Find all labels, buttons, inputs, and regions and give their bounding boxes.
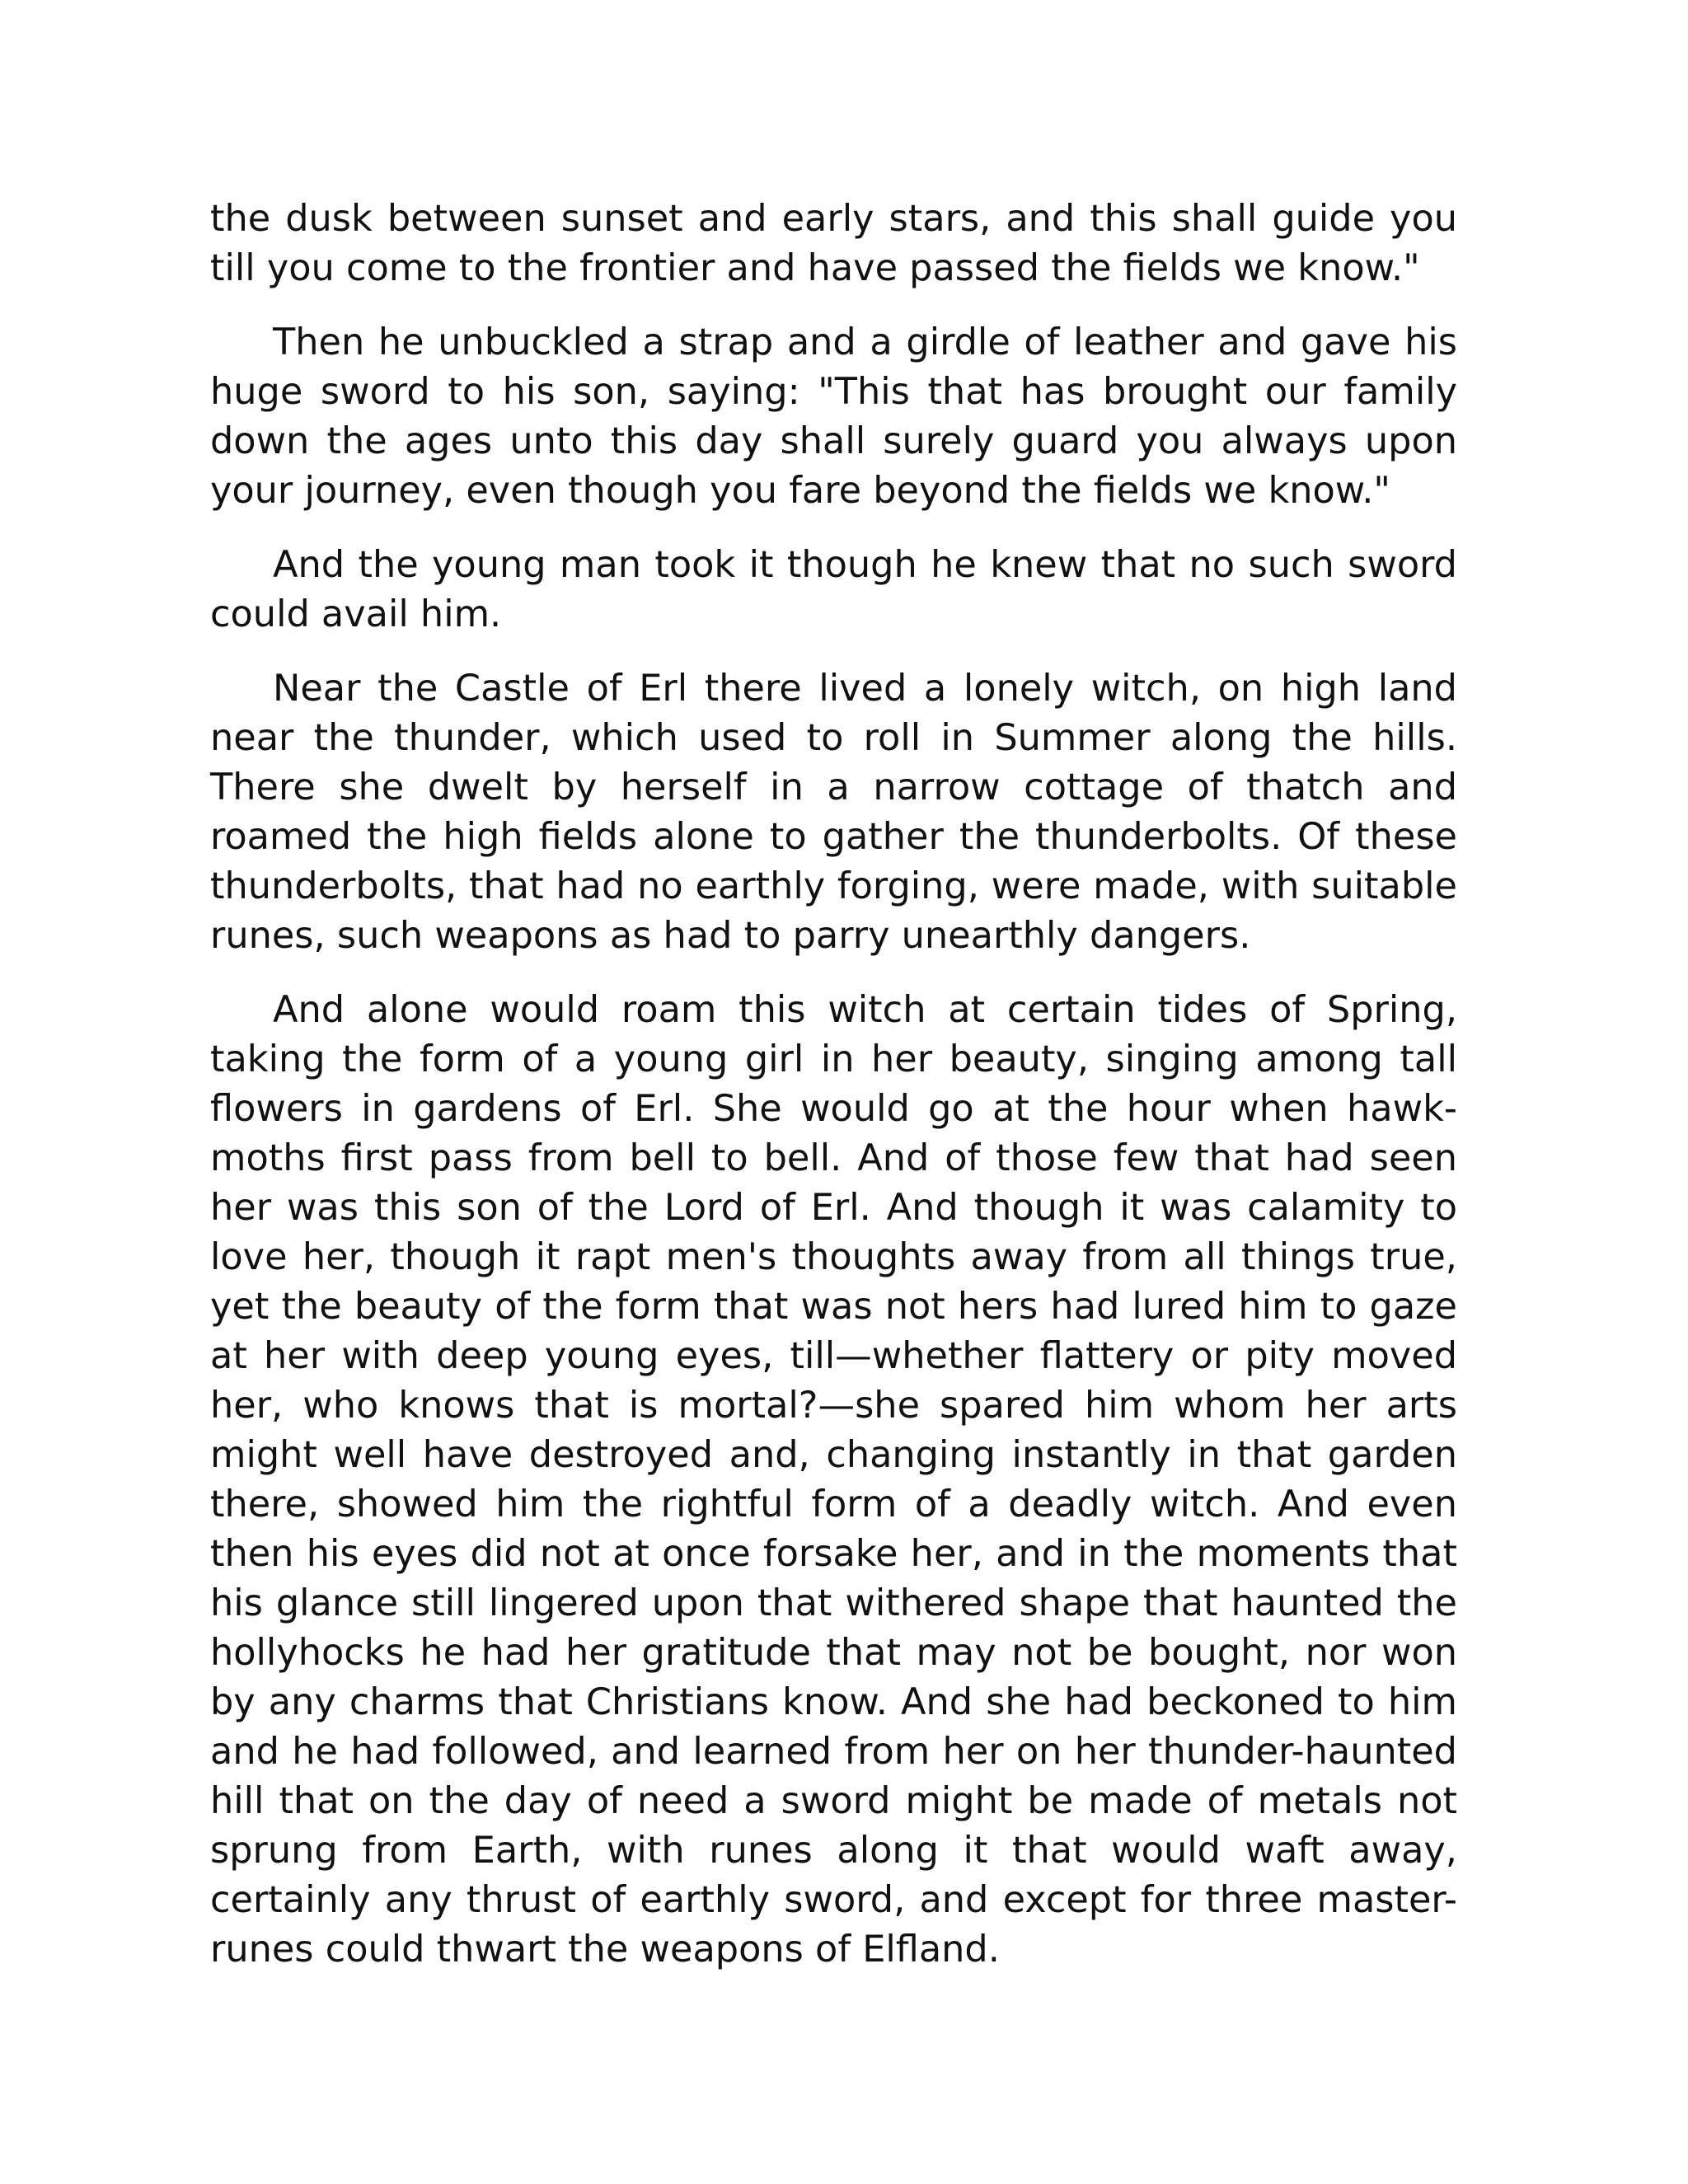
paragraph-continuation: the dusk between sunset and early stars, and this shall guide you till you come to the frontier and have passed the fields we know." <box>210 197 1457 289</box>
body-text <box>210 194 1457 1999</box>
paragraph-sword-gift: Then he unbuckled a strap and a girdle of leather and gave his huge sword to his son, saying: "This that has brought our family down the ages unto this day shall surely guard you always upon your journey, even though you fare beyond the fields we know." <box>210 321 1457 512</box>
paragraph-witch-intro: Near the Castle of Erl there lived a lonely witch, on high land near the thunder, which used to roll in Summer along the hills. There she dwelt by herself in a narrow cottage of thatch and roamed the high fields alone to gather the thunderbolts. Of these thunderbolts, that had no earthly forging, were made, with suitable runes, such weapons as had to parry unearthly dangers. <box>210 667 1457 957</box>
paragraph-young-man: And the young man took it though he knew that no such sword could avail him. <box>210 543 1457 635</box>
paragraph-witch-spring: And alone would roam this witch at certain tides of Spring, taking the form of a young girl in her beauty, singing among tall flowers in gardens of Erl. She would go at the hour when hawk-moths first pass from bell to bell. And of those few that had seen her was this son of the Lord of Erl. And though it was calamity to love her, though it rapt men's thoughts away from all things true, yet the beauty of the form that was not hers had lured him to gaze at her with deep young eyes, till—whether flattery or pity moved her, who knows that is mortal?—she spared him whom her arts might well have destroyed and, changing instantly in that garden there, showed him the rightful form of a deadly witch. And even then his eyes did not at once forsake her, and in the moments that his glance still lingered upon that withered shape that haunted the hollyhocks he had her gratitude that may not be bought, nor won by any charms that Christians know. And she had beckoned to him and he had followed, and learned from her on her thunder-haunted hill that on the day of need a sword might be made of metals not sprung from Earth, with runes along it that would waft away, certainly any thrust of earthly sword, and except for three master-runes could thwart the weapons of Elfland. <box>210 988 1457 1971</box>
